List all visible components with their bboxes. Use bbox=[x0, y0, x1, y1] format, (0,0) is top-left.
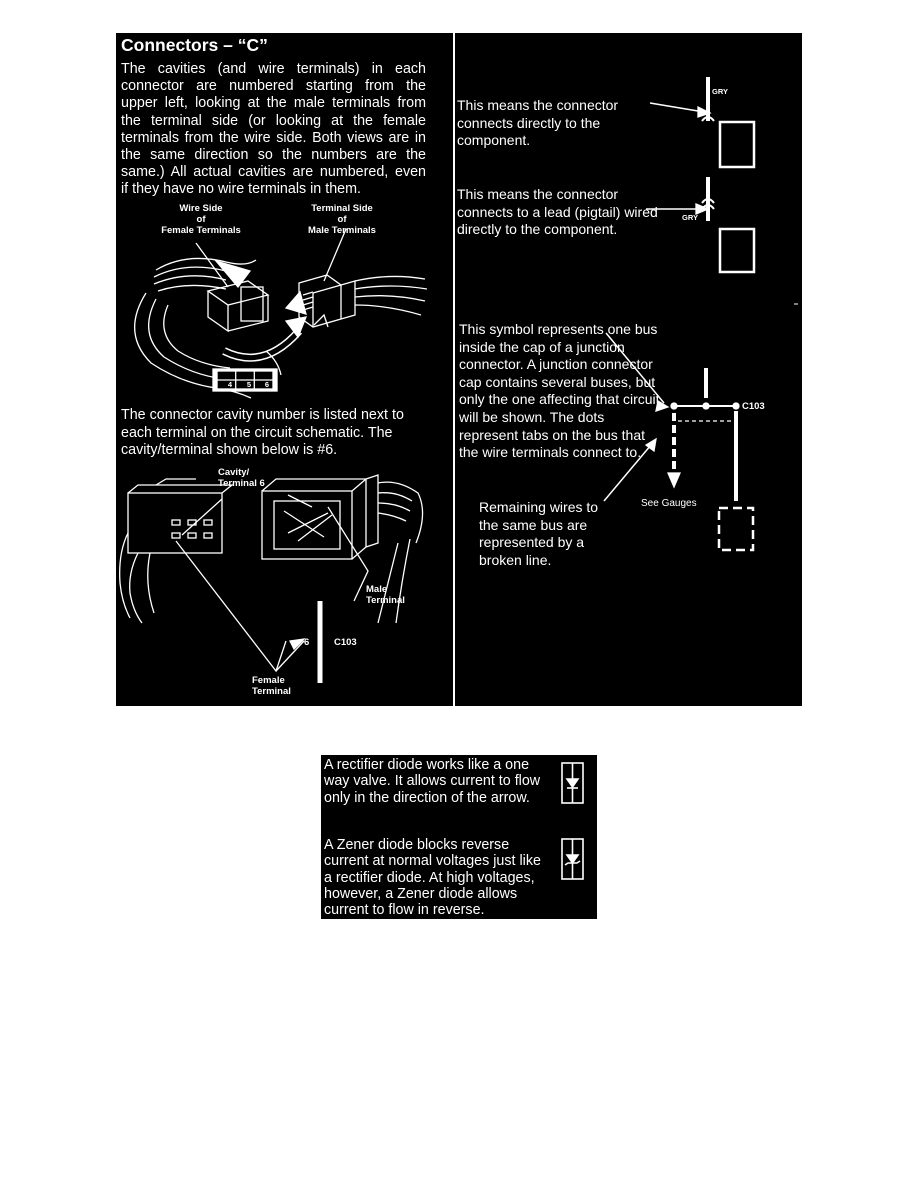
intro-line: terminals from the wire side. Both views are in bbox=[121, 129, 426, 146]
cavity-number: 2 bbox=[246, 371, 252, 380]
bus-symbol-text: This symbol represents one bus inside the cap of a junction connector. A junction connector cap contains several buses, but only the one affecting that circuit will be shown. The dots represent tabs on the bus that the wire terminals connect to. bbox=[459, 321, 660, 461]
wire-side-label: Wire Side of Female Terminals bbox=[161, 203, 241, 236]
rectifier-text: A rectifier diode works like a one way valve. It allows current to flow only in the direction of the arrow. bbox=[324, 757, 541, 806]
female-terminal-label: Female Terminal bbox=[252, 675, 291, 697]
cavity-number: 6 bbox=[264, 380, 270, 389]
zener-text: A Zener diode blocks reverse current at normal voltages just like a rectifier diode. At high voltages, however, a Zener diode allows current to flow in reverse. bbox=[324, 837, 541, 919]
connector-views-illustration bbox=[135, 229, 427, 398]
intro-line: upper left, looking at the male terminals from bbox=[121, 95, 426, 112]
diode-symbols bbox=[321, 755, 597, 919]
connector-id: C103 bbox=[334, 637, 357, 648]
intro-line: if they have no wire terminals in them. bbox=[121, 181, 361, 198]
bus-connector-id: C103 bbox=[742, 401, 765, 412]
wire-color-label: GRY bbox=[712, 87, 728, 96]
terminal-side-label: Terminal Side of Male Terminals bbox=[308, 203, 376, 236]
intro-line: the same direction so the numbers are the bbox=[121, 147, 426, 164]
pin-number: 6 bbox=[304, 637, 310, 648]
intro-line: connector are numbered starting from the bbox=[121, 78, 426, 95]
cavity-paragraph: The connector cavity number is listed next to each terminal on the circuit schematic. The cavity/terminal shown below is #6. bbox=[121, 407, 404, 458]
cavity-number: 5 bbox=[246, 380, 252, 389]
intro-line: The cavities (and wire terminals) in each bbox=[121, 61, 426, 77]
connectors-panel bbox=[116, 33, 802, 706]
direct-connector-text: This means the connector connects directly to the component. bbox=[457, 97, 619, 149]
cavity-number: 1 bbox=[227, 371, 233, 380]
intro-line: the terminal side (or looking at the female bbox=[121, 112, 426, 129]
wire-color-label: GRY bbox=[682, 213, 698, 222]
cavity-number: 4 bbox=[227, 380, 233, 389]
cavity-number: 3 bbox=[264, 371, 270, 380]
cavity-terminal-illustration bbox=[120, 475, 423, 683]
broken-line-text: Remaining wires to the same bus are represented by a broken line. bbox=[479, 499, 599, 568]
intro-line: same.) All actual cavities are numbered, even bbox=[121, 164, 426, 181]
pigtail-connector-text: This means the connector connects to a lead (pigtail) wired directly to the component. bbox=[457, 186, 658, 238]
see-gauges-label: See Gauges bbox=[641, 498, 697, 509]
diode-panel bbox=[321, 755, 597, 919]
male-terminal-label: Male Terminal bbox=[366, 584, 405, 606]
section-heading: Connectors – “C” bbox=[121, 35, 268, 55]
cavity-terminal-label: Cavity/ Terminal 6 bbox=[218, 467, 265, 489]
